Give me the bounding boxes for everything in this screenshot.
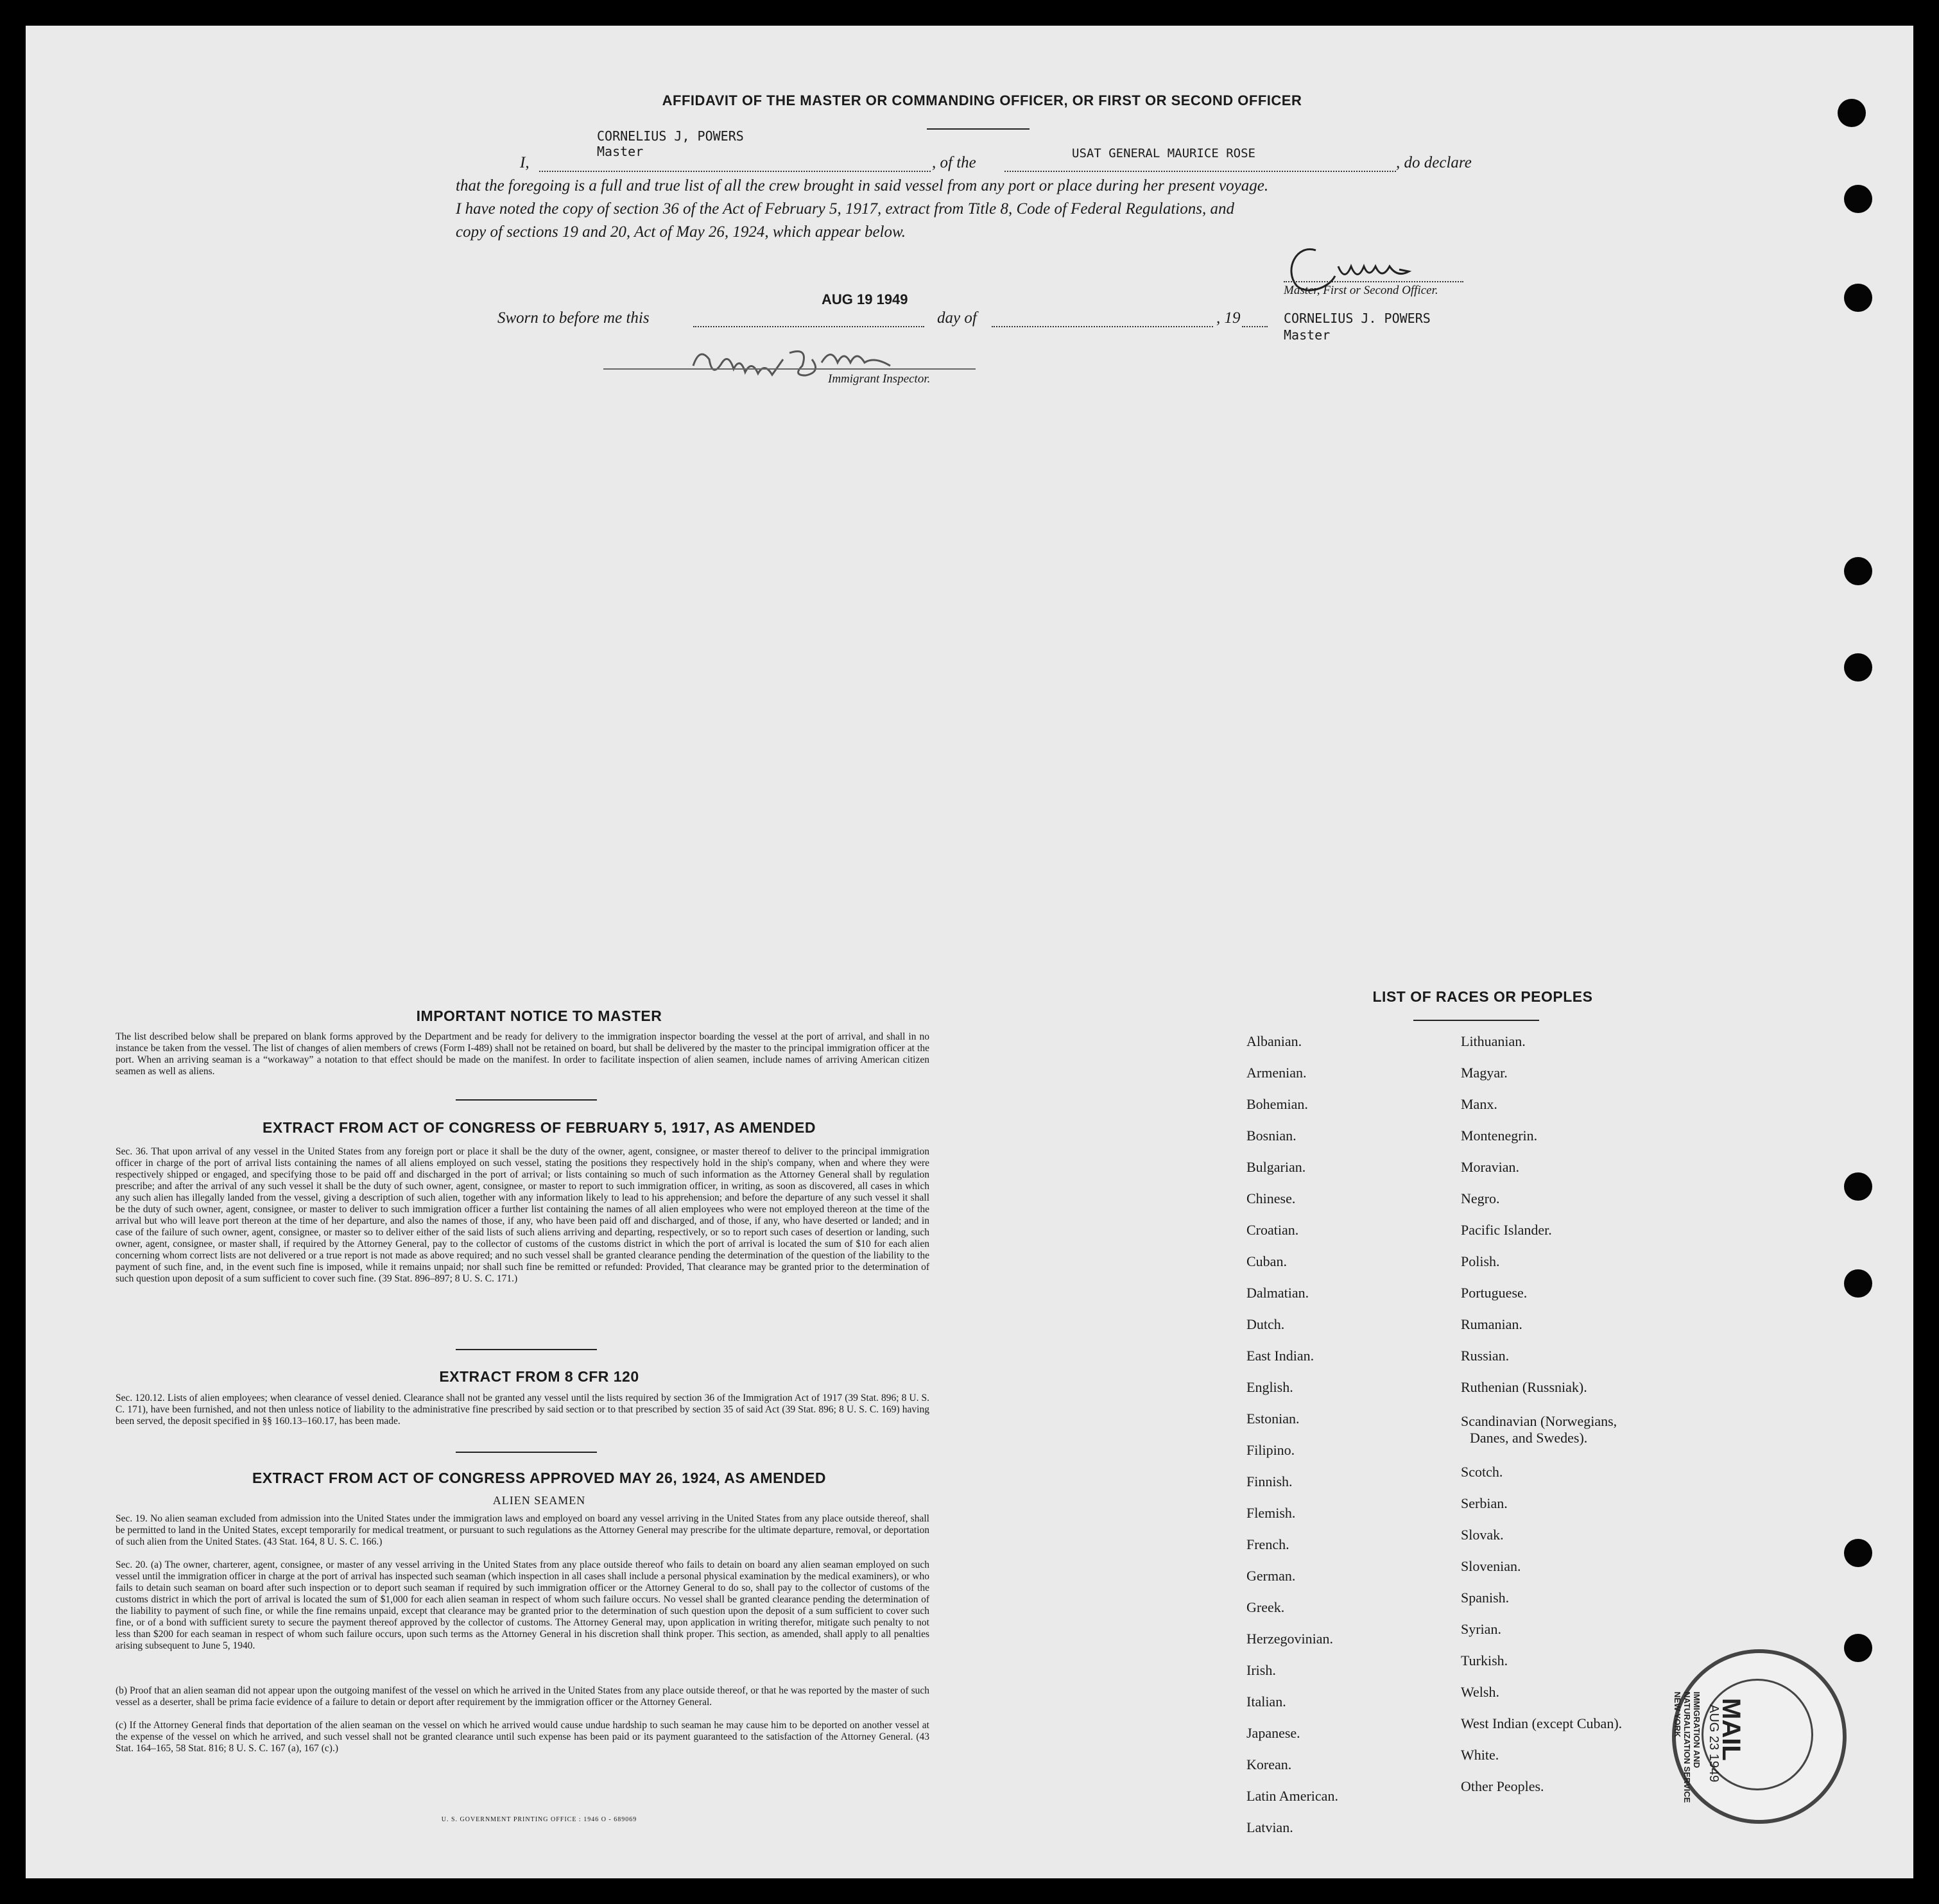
race-item: Italian.	[1246, 1694, 1286, 1710]
stamp-word: MAIL	[1717, 1698, 1745, 1761]
sworn-day-line	[693, 326, 924, 327]
i-label: I,	[520, 154, 530, 171]
extract-1924-title: EXTRACT FROM ACT OF CONGRESS APPROVED MAY 26, 1924, AS AMENDED	[252, 1470, 827, 1486]
race-item: Syrian.	[1461, 1621, 1501, 1637]
race-item: Manx.	[1461, 1096, 1497, 1112]
race-item: Chinese.	[1246, 1190, 1296, 1206]
extract-1924-sec20b: (b) Proof that an alien seaman did not appear upon the outgoing manifest of the vessel on which he arrived in the United States from any place outside thereof, or that he was reported by the master of such vessel as a deserter, shall be prima facie evidence of a failure to detain or deport after requirement by the immigration officer or the Attorney General.	[116, 1685, 929, 1708]
inspector-line	[603, 368, 976, 370]
vessel-name: USAT GENERAL MAURICE ROSE	[1072, 146, 1255, 160]
heading-rule	[927, 128, 1030, 130]
race-item: Cuban.	[1246, 1253, 1287, 1269]
extract-cfr-rule	[456, 1452, 597, 1453]
race-item: French.	[1246, 1536, 1289, 1552]
affidavit-heading: AFFIDAVIT OF THE MASTER OR COMMANDING OFFICER, OR FIRST OR SECOND OFFICER	[662, 92, 1302, 108]
race-item: West Indian (except Cuban).	[1461, 1715, 1623, 1731]
race-item: Montenegrin.	[1461, 1128, 1538, 1144]
race-item: Serbian.	[1461, 1495, 1508, 1511]
extract-cfr-body: Sec. 120.12. Lists of alien employees; when clearance of vessel denied. Clearance shall not be granted any vessel until the lists required by section 36 of the Immigration Act of 1917 (39 Stat. 896; 8 U. S. C. 171), have been furnished, and not then unless notice of liability to the administrative fine prescribed by said section or to that prescribed by section 35 of said Act (39 Stat. 896; 8 U. S. C. 169) having been served, the deposit specified in §§ 160.13–160.17, has been made.	[116, 1393, 929, 1427]
race-item: Scandinavian (Norwegians,	[1461, 1413, 1617, 1429]
notice-title: IMPORTANT NOTICE TO MASTER	[416, 1008, 662, 1024]
race-item: Japanese.	[1246, 1725, 1300, 1741]
declaration-line-2: I have noted the copy of section 36 of the Act of February 5, 1917, extract from Title 8, Code of Federal Regulations, and	[456, 200, 1234, 218]
race-item: Polish.	[1461, 1253, 1500, 1269]
race-item: Rumanian.	[1461, 1316, 1522, 1332]
punch-hole	[1844, 1539, 1872, 1567]
stamp-org	[1673, 1692, 1702, 1833]
extract-cfr-title: EXTRACT FROM 8 CFR 120	[439, 1368, 639, 1385]
race-item: Flemish.	[1246, 1505, 1296, 1521]
race-item: Finnish.	[1246, 1473, 1293, 1489]
race-item: Herzegovinian.	[1246, 1631, 1333, 1647]
stamp-city: NEW YORK	[1673, 1692, 1682, 1738]
races-title: LIST OF RACES OR PEOPLES	[1372, 988, 1593, 1005]
extract-1924-sec20c: (c) If the Attorney General finds that deportation of the alien seaman on the vessel on which he arrived would cause undue hardship to such seaman he may cause him to be deported on another vessel at the expense of the vessel on which he arrived, and such vessel shall not be granted clearance until such expense has been paid or its payment guaranteed to the satisfaction of the Attorney General. (43 Stat. 164–165, 58 Stat. 816; 8 U. S. C. 167 (a), 167 (c).)	[116, 1720, 929, 1754]
race-item: Bohemian.	[1246, 1096, 1308, 1112]
race-item: Bulgarian.	[1246, 1159, 1306, 1175]
race-item: Estonian.	[1246, 1411, 1300, 1427]
race-item: Dutch.	[1246, 1316, 1285, 1332]
of-the-label: , of the	[932, 154, 976, 171]
race-item: Russian.	[1461, 1348, 1510, 1364]
extract-1917-rule	[456, 1349, 597, 1350]
race-item: Filipino.	[1246, 1442, 1295, 1458]
race-item: Scotch.	[1461, 1464, 1503, 1480]
race-item: Dalmatian.	[1246, 1285, 1309, 1301]
race-item: Pacific Islander.	[1461, 1222, 1552, 1238]
race-item: Portuguese.	[1461, 1285, 1528, 1301]
year-prefix: , 19	[1216, 309, 1241, 327]
race-item: Irish.	[1246, 1662, 1276, 1678]
race-item: English.	[1246, 1379, 1293, 1395]
day-of-label: day of	[937, 309, 977, 327]
do-declare-label: , do declare	[1396, 154, 1472, 171]
punch-hole	[1844, 1634, 1872, 1662]
races-rule	[1413, 1020, 1539, 1021]
punch-hole	[1844, 284, 1872, 312]
race-item: Greek.	[1246, 1599, 1285, 1615]
race-item: White.	[1461, 1747, 1499, 1763]
punch-hole	[1844, 557, 1872, 585]
race-item: Slovak.	[1461, 1527, 1504, 1543]
typed-master-rank: Master	[597, 144, 644, 159]
stamp-org-text: IMMIGRATION AND NATURALIZATION SERVICE	[1682, 1692, 1702, 1803]
extract-1924-sec20a: Sec. 20. (a) The owner, charterer, agent, consignee, or master of any vessel arriving in the United States from any place outside thereof who fails to detain on board any alien seaman employed on such vessel until the immigration officer in charge at the port of arrival has inspected such seaman (which inspection in all cases shall include a personal physical examination by the medical examiners), or who fails to detain such seaman on board after such inspection or to deport such seaman if required by such immigration officer or the Attorney General to do so, shall pay to the collector of customs of the customs district in which the port of arrival is located the sum of $1,000 for each alien seaman in respect of whom such failure occurs. No vessel shall be granted clearance pending the determination of the liability to payment of such fine, or while the fine remains unpaid, except that clearance may be granted prior to the determination of such question upon the deposit of a sum sufficient to cover such fine, or of a bond with sufficient surety to secure the payment thereof approved by the collector of customs. The Attorney General may, upon application in writing therefor, mitigate such penalty to not less than $200 for each seaman in respect of whom such failure occurs, upon such terms as the Attorney General in his discretion shall think proper. This section, as amended, shall apply to all penalties arising subsequent to June 5, 1940.	[116, 1559, 929, 1651]
signer-typed-name: CORNELIUS J. POWERS	[1284, 311, 1431, 326]
mail-receipt-stamp	[1672, 1649, 1847, 1824]
race-item: Negro.	[1461, 1190, 1500, 1206]
extract-1924-subtitle: ALIEN SEAMEN	[492, 1494, 586, 1507]
race-item: Welsh.	[1461, 1684, 1499, 1700]
sworn-date-stamp: AUG 19 1949	[822, 291, 908, 307]
year-line	[1242, 326, 1268, 327]
race-item: Lithuanian.	[1461, 1033, 1526, 1049]
race-item: Latin American.	[1246, 1788, 1338, 1804]
sworn-label: Sworn to before me this	[497, 309, 650, 327]
declaration-line-1: that the foregoing is a full and true list of all the crew brought in said vessel from any port or place during her present voyage.	[456, 177, 1269, 194]
race-item: Ruthenian (Russniak).	[1461, 1379, 1587, 1395]
race-item: Moravian.	[1461, 1159, 1520, 1175]
signature-caption: Master, First or Second Officer.	[1284, 284, 1438, 297]
name-line	[539, 171, 931, 172]
punch-hole	[1844, 653, 1872, 682]
typed-master-name: CORNELIUS J, POWERS	[597, 128, 744, 144]
extract-1917-title: EXTRACT FROM ACT OF CONGRESS OF FEBRUARY 5, 1917, AS AMENDED	[263, 1119, 816, 1136]
race-item: Spanish.	[1461, 1590, 1510, 1606]
punch-hole	[1844, 1269, 1872, 1298]
race-item: German.	[1246, 1568, 1296, 1584]
race-item: East Indian.	[1246, 1348, 1314, 1364]
punch-hole	[1838, 99, 1866, 127]
race-item: Slovenian.	[1461, 1558, 1521, 1574]
punch-hole	[1844, 185, 1872, 213]
month-line	[992, 326, 1213, 327]
vessel-line	[1004, 171, 1396, 172]
race-item: Turkish.	[1461, 1652, 1508, 1668]
race-item: Latvian.	[1246, 1819, 1293, 1835]
signature-line	[1284, 281, 1463, 282]
race-item: Other Peoples.	[1461, 1778, 1544, 1794]
document-sheet	[26, 26, 1913, 1878]
notice-body: The list described below shall be prepared on blank forms approved by the Department and be ready for delivery to the immigration inspector boarding the vessel at the port of arrival, and shall in no instance be taken from the vessel. The list of changes of alien members of crews (Form I-489) shall not be retained on board, but shall be delivered by the master to the principal immigration officer at the port. When an arriving seaman is a “workaway” a notation to that effect should be made on the manifest. In order to facilitate inspection of alien seamen, include names of arriving American citizen seamen as well as aliens.	[116, 1031, 929, 1077]
race-item: Magyar.	[1461, 1065, 1508, 1081]
inspector-caption: Immigrant Inspector.	[828, 372, 931, 386]
race-item: Albanian.	[1246, 1033, 1302, 1049]
extract-1917-body: Sec. 36. That upon arrival of any vessel in the United States from any foreign port or place it shall be the duty of the owner, agent, consignee, or master thereof to deliver to the principal immigration officer in charge of the port of arrival lists containing the names of all aliens employed on such vessel, stating the positions they respectively hold in the ship's company, when and where they were respectively shipped or engaged, and specifying those to be paid off and discharged in the port of arrival; or lists containing so much of such information as the Attorney General shall by regulation prescribe; and after the arrival of any such vessel it shall be the duty of such owner, agent, consignee, or master to report to such immigration officer, in writing, as soon as discovered, all cases in which any such alien has illegally landed from the vessel, giving a description of such alien, together with any information likely to lead to his apprehension; and before the departure of any such vessel it shall be the duty of such owner, agent, consignee, or master to deliver to such immigration officer a further list containing the names of all alien employees who were not employed thereon at the time of the arrival but who will leave port thereon at the time of her departure, and also the names of those, if any, who have been paid off and discharged, and of those, if any, who have deserted or landed; and in case of the failure of such owner, agent, consignee, or master so to deliver either of the said lists of such aliens arriving and departing, respectively, or so to report such cases of desertion or landing, such owner, agent, consignee, or master shall, if required by the Attorney General, pay to the collector of customs of the customs district in which the port of arrival is located the sum of $10 for each alien concerning whom correct lists are not delivered or a true report is not made as above required; and no such vessel shall be granted clearance pending the determination of the question of the liability to the payment of such fine, and, in the event such fine is imposed, while it remains unpaid; nor shall such fine be remitted or refunded: Provided, That clearance may be granted prior to the determination of such question upon deposit of a sum sufficient to cover such fine. (39 Stat. 896–897; 8 U. S. C. 171.)	[116, 1146, 929, 1284]
printing-office-footer: U. S. GOVERNMENT PRINTING OFFICE : 1946 O - 689069	[441, 1816, 637, 1823]
punch-hole	[1844, 1172, 1872, 1201]
race-item: Armenian.	[1246, 1065, 1307, 1081]
stamp-date: AUG 23 1949	[1707, 1704, 1721, 1783]
race-item: Croatian.	[1246, 1222, 1299, 1238]
race-item: Korean.	[1246, 1756, 1292, 1772]
extract-1924-sec19: Sec. 19. No alien seaman excluded from admission into the United States under the immigration laws and employed on board any vessel arriving in the United States from any place outside thereof, shall be permitted to land in the United States, except temporarily for medical treatment, or pursuant to such regulations as the Attorney General may prescribe for the ultimate departure, removal, or deportation of such alien from the United States. (43 Stat. 164, 8 U. S. C. 166.)	[116, 1513, 929, 1547]
declaration-line-3: copy of sections 19 and 20, Act of May 26, 1924, which appear below.	[456, 223, 906, 241]
race-item: Danes, and Swedes).	[1470, 1430, 1588, 1446]
notice-rule	[456, 1099, 597, 1101]
signer-typed-rank: Master	[1284, 327, 1331, 343]
race-item: Bosnian.	[1246, 1128, 1297, 1144]
